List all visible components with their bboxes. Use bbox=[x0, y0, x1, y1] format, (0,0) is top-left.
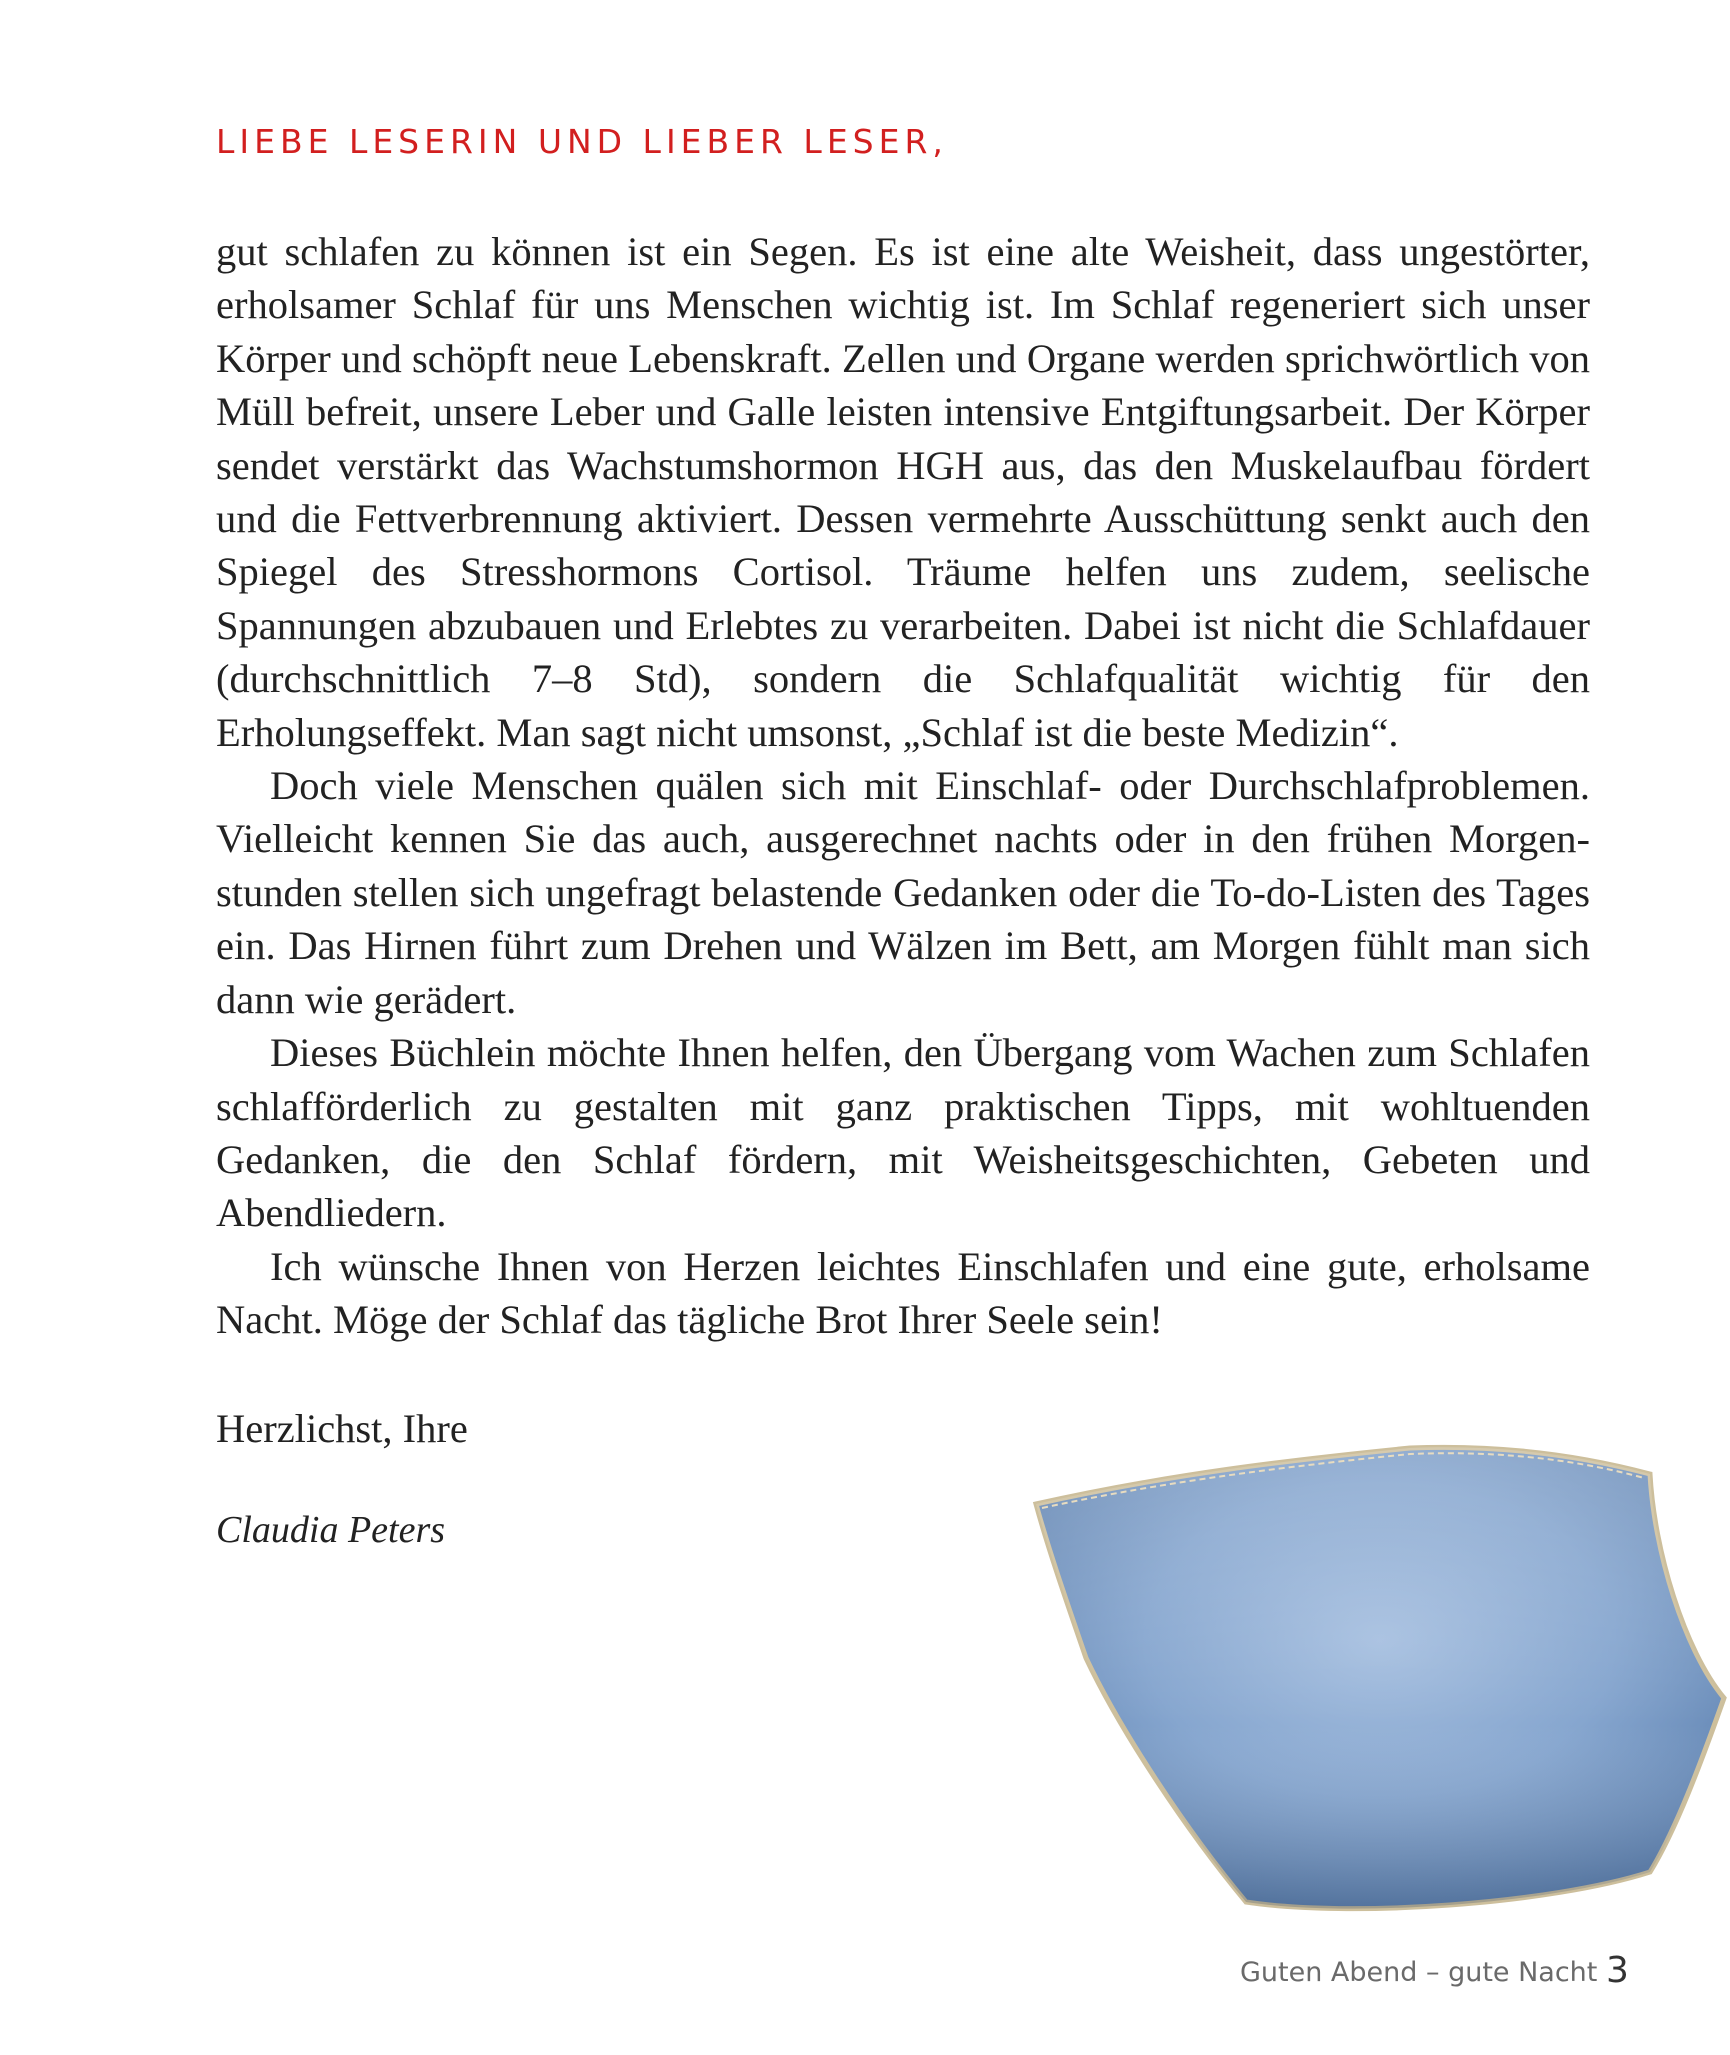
paragraph-purpose: Dieses Büchlein möchte Ihnen helfen, den Übergang vom Wachen zum Schlafen schlafförderlich zu gestalten mit ganz praktischen Tipps, mit wohltuenden Gedanken, die den Schlaf fördern, mit Weisheitsgeschichten, Gebeten und Abendliedern. bbox=[216, 1030, 1590, 1236]
page-heading: LIEBE LESERIN UND LIEBER LESER, bbox=[216, 122, 948, 161]
closing-line: Herzlichst, Ihre bbox=[216, 1406, 468, 1451]
letter-body bbox=[216, 225, 1590, 1347]
pillow-icon bbox=[990, 1430, 1730, 1930]
pillow-shading bbox=[1036, 1447, 1724, 1908]
footer-book-title: Guten Abend – gute Nacht bbox=[1240, 1957, 1598, 1988]
paragraph-wishes: Ich wünsche Ihnen von Herzen leichtes Einschlafen und eine gute, erholsame Nacht. Möge der Schlaf das tägliche Brot Ihrer Seele sein! bbox=[216, 1243, 1590, 1343]
author-signature: Claudia Peters bbox=[216, 1509, 446, 1551]
paragraph-intro: gut schlafen zu können ist ein Segen. Es ist eine alte Weisheit, dass ungestörter, erholsamer Schlaf für uns Menschen wichtig ist. Im Schlaf regeneriert sich unser Körper und schöpft neue Lebenskraft. Zellen und Organe werden sprichwörtlich von Müll befreit, unsere Leber und Galle leisten intensive Entgiftungsarbeit. Der Körper sendet verstärkt das Wachstumshormon HGH aus, das den Muskelaufbau fördert und die Fettverbrennung aktiviert. Dessen vermehrte Ausschüttung senkt auch den Spiegel des Stresshormons Cortisol. Träume helfen uns zudem, seelische Spannungen abzubauen und Erlebtes zu verarbeiten. Dabei ist nicht die Schlafdauer (durchschnittlich 7–8 Std), sondern die Schlafqualität wichtig für den Erholungseffekt. Man sagt nicht umsonst, „Schlaf ist die beste Medizin“. bbox=[216, 229, 1590, 755]
page-number: 3 bbox=[1606, 1950, 1629, 1991]
paragraph-problems: Doch viele Menschen quälen sich mit Einschlaf- oder Durchschlafproblemen. Vielleicht kennen Sie das auch, ausgerechnet nachts oder in den frühen Morgenstunden stellen sich ungefragt belastende Gedanken oder die To-do-Listen des Tages ein. Das Hirnen führt zum Drehen und Wälzen im Bett, am Morgen fühlt man sich dann wie gerädert. bbox=[216, 763, 1590, 1022]
